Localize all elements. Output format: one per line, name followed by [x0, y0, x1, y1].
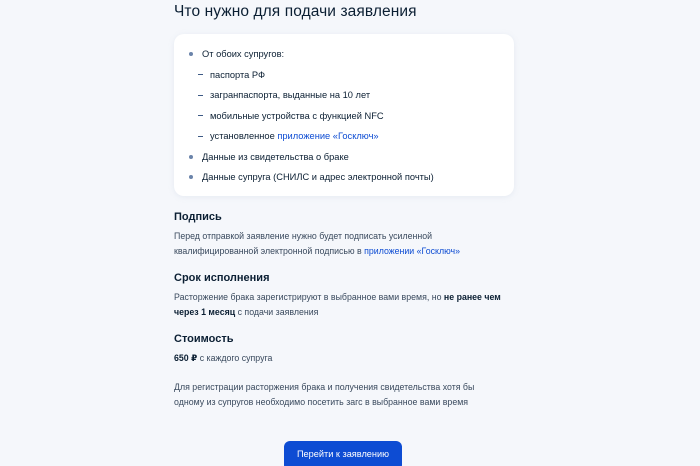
list-item-text: От обоих супругов:: [202, 49, 285, 59]
dash-icon: [198, 136, 203, 137]
deadline-text-part: с подачи заявления: [235, 306, 319, 317]
requirements-card: [174, 34, 514, 196]
cost-note: [174, 380, 514, 409]
bullet-icon: [189, 155, 193, 159]
deadline-text-line: [174, 305, 514, 320]
deadline-text: [174, 290, 514, 319]
deadline-title: Срок исполнения: [174, 272, 270, 284]
list-subitem: [188, 69, 434, 90]
list-item-text: Данные из свидетельства о браке: [202, 151, 349, 162]
list-subitem: [188, 89, 434, 110]
goskey-signature-link[interactable]: приложении «Госключ»: [364, 245, 460, 256]
cost-amount-line: [174, 351, 514, 366]
deadline-bold: через 1 месяц: [174, 306, 236, 317]
cost-note-line: Для регистрации расторжения брака и получения свидетельства хотя бы: [174, 382, 475, 392]
list-item: [188, 48, 434, 69]
dash-icon: [198, 74, 203, 75]
signature-text-line: Перед отправкой заявление нужно будет подписать усиленной: [174, 231, 433, 241]
deadline-text-part: Расторжение брака зарегистрируют в выбранное вами время, но: [174, 292, 444, 302]
list-subitem: [188, 110, 434, 131]
bullet-icon: [189, 175, 193, 179]
list-subitem: [188, 130, 434, 151]
requirements-list: [188, 48, 434, 192]
bullet-icon: [189, 52, 193, 56]
goskey-app-link[interactable]: приложение «Госключ»: [277, 131, 379, 141]
dash-icon: [198, 115, 203, 116]
list-item-text: паспорта РФ: [210, 69, 266, 80]
dash-icon: [198, 95, 203, 96]
cost-note-line: одному из супругов необходимо посетить загс в выбранное вами время: [174, 396, 469, 407]
go-to-application-button[interactable]: Перейти к заявлению: [284, 441, 402, 466]
list-item: [188, 171, 434, 192]
deadline-text-line: [174, 290, 514, 305]
deadline-bold: не ранее чем: [443, 292, 501, 302]
list-item-text: Данные супруга (СНИЛС и адрес электронной почты): [202, 172, 434, 182]
cost-title: Стоимость: [174, 333, 234, 345]
list-item-text: загранпаспорта, выданные на 10 лет: [210, 90, 371, 100]
signature-text-part: квалифицированной электронной подписью в: [174, 245, 365, 256]
signature-text-line: [174, 244, 514, 259]
signature-title: Подпись: [174, 211, 222, 223]
list-item-text: установленное: [210, 131, 278, 141]
cost-suffix: с каждого супруга: [197, 353, 273, 363]
list-item: [188, 151, 434, 172]
list-item-text: мобильные устройства с функцией NFC: [210, 110, 384, 121]
page-title: Что нужно для подачи заявления: [174, 3, 417, 20]
signature-text: [174, 229, 514, 258]
cost-amount: 650 ₽: [174, 353, 198, 363]
